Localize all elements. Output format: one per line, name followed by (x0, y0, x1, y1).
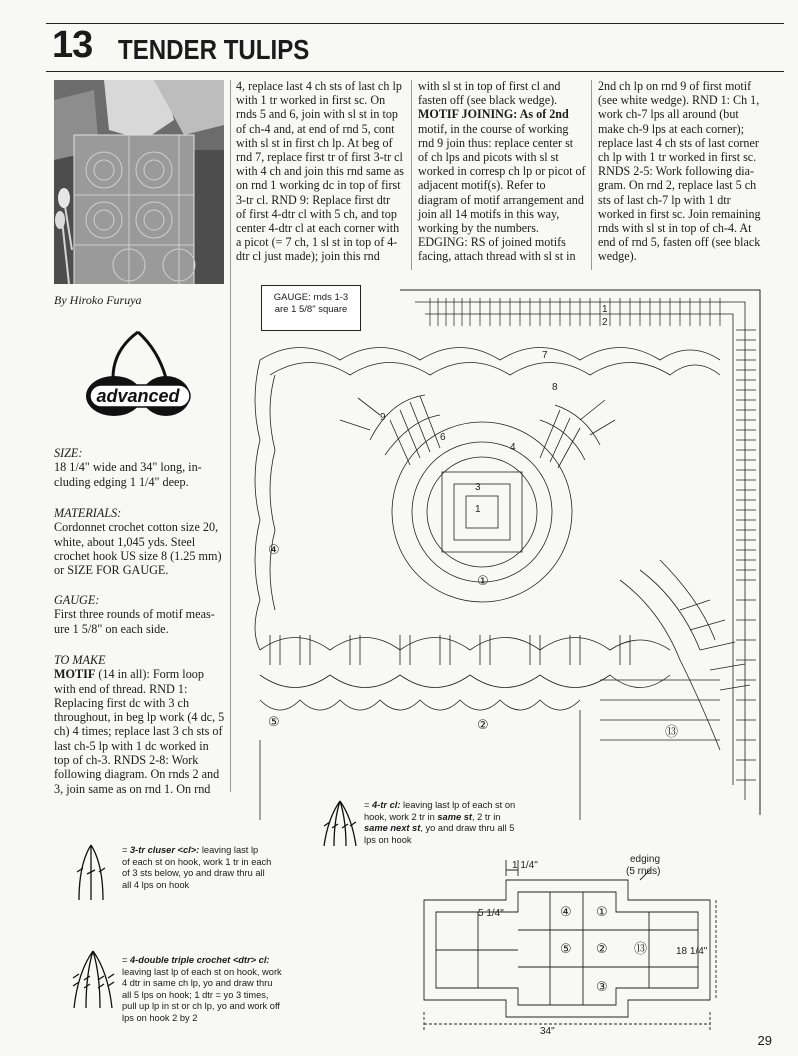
text-line: of first 4-dtr cl with 5 ch, and top (236, 206, 397, 221)
materials-heading: MATERIALS: (54, 506, 122, 520)
legend-text: of each st on hook, work 1 tr in each (122, 856, 272, 867)
round-number: 9 (380, 412, 386, 423)
title-underline (46, 71, 784, 72)
four-tr-cluster-icon (320, 798, 360, 850)
gauge-heading: GAUGE: (54, 593, 100, 607)
motif-joining-heading: MOTIF JOINING: As of 2nd (418, 107, 569, 122)
text-line: of ch lps and picots with sl st (418, 150, 559, 165)
byline: By Hiroko Furuya (54, 293, 142, 307)
legend-symbol-name: 4-tr cl: (372, 800, 401, 810)
edging-heading: EDGING: RS of joined motifs (418, 235, 566, 250)
legend-text: pull up lp in st or ch lp, yo and work off (122, 1001, 280, 1011)
text-line: 4, replace last 4 ch sts of last ch lp (236, 79, 402, 93)
round-number: 7 (542, 350, 548, 361)
materials-section (54, 506, 226, 577)
to-make-line: with end of thread. RND 1: (54, 681, 188, 696)
legend-text: leaving last lp (201, 845, 259, 855)
to-make-line: ch) 4 times; replace last 3 ch sts of (54, 724, 223, 739)
gauge-callout-line: are 1 5/8" square (274, 304, 348, 315)
legend-text: 4 dtr in same ch lp, yo and draw thru (122, 978, 273, 988)
legend-text: all 5 lps on hook; 1 dtr = yo 3 times, (122, 989, 269, 1000)
text-line: of ch-4 and, at end of rnd 5, cont (236, 121, 395, 136)
materials-line: white, about 1,045 yds. Steel (54, 534, 196, 549)
instructions-column-4 (598, 79, 770, 264)
round-number: 4 (510, 442, 516, 453)
round-number: 8 (552, 382, 558, 393)
round-number: 6 (440, 432, 446, 443)
motif-number-13: ⑬ (665, 725, 679, 740)
text-line: 3-tr cl. RND 9: Replace first dtr (236, 192, 391, 207)
to-make-line: Replacing first dc with 3 ch (54, 695, 190, 710)
legend-text: hook, work 2 tr in (364, 811, 438, 822)
gauge-section (54, 593, 226, 636)
legend-text: leaving last lp of each st on hook, work (122, 966, 282, 977)
difficulty-badge (78, 330, 198, 420)
motif-number-1: ① (477, 574, 489, 589)
legend-symbol-name: 3-tr cluser <cl>: (130, 845, 200, 855)
round-number: 2 (602, 317, 608, 328)
text-line: gram. On rnd 2, replace last 5 ch (598, 178, 757, 193)
crochet-motif-diagram (240, 280, 785, 820)
schematic-cell: ⑬ (634, 942, 648, 957)
pattern-title: TENDER TULIPS (118, 34, 310, 65)
text-line: with sl st in first ch lp. At beg of (236, 135, 393, 150)
text-line: dtr cl just made); join this rnd (236, 249, 380, 264)
schematic-cell: ④ (560, 905, 572, 920)
legend-text: lps on hook 2 by 2 (122, 1012, 198, 1023)
gauge-line: ure 1 5/8" on each side. (54, 621, 169, 636)
round-number: 3 (475, 482, 481, 493)
project-photo (54, 80, 224, 284)
to-make-section (54, 653, 226, 796)
size-line: cluding edging 1 1/4" deep. (54, 474, 189, 489)
page-number: 29 (757, 1033, 772, 1048)
badge-label: advanced (96, 386, 180, 406)
text-line: facing, attach thread with sl st in (418, 249, 576, 264)
text-line: RNDS 2-5: Work following dia- (598, 164, 755, 179)
motif-arrangement-schematic (420, 852, 720, 1037)
text-line: (see white wedge). RND 1: Ch 1, (598, 93, 760, 108)
text-line: rnds 5 and 6, join with sl st in top (236, 107, 398, 122)
motif-label: MOTIF (54, 667, 96, 682)
legend-text: all 4 lps on hook (122, 879, 190, 890)
size-heading: SIZE: (54, 446, 83, 460)
to-make-heading: TO MAKE (54, 653, 106, 667)
text-line: join all 14 motifs in this way, (418, 206, 560, 221)
pattern-number: 13 (52, 24, 93, 66)
materials-line: or SIZE FOR GAUGE. (54, 563, 169, 578)
motif-number-5: ⑤ (268, 715, 280, 730)
text-line: end of rnd 5, fasten off (see black (598, 235, 761, 250)
column-divider (230, 80, 231, 792)
gauge-callout-line: GAUGE: rnds 1-3 (273, 292, 349, 303)
text-line: worked in corresp ch lp or picot of (418, 164, 586, 179)
inner-dim: 5 1/4" (478, 908, 504, 919)
to-make-line: throughout, in beg lp work (4 dc, 5 (54, 710, 225, 725)
text-line: ch lp with 1 tr worked in first sc. (598, 150, 757, 165)
text-line: working by the numbers. (418, 221, 539, 236)
text-line: with sl st in top of first cl and (418, 79, 561, 93)
four-dtr-cluster-icon (70, 948, 116, 1012)
to-make-line: last ch-5 lp with 1 dc worked in (54, 738, 209, 753)
gauge-line: First three rounds of motif meas- (54, 607, 215, 622)
text-line: motif, in the course of working (418, 121, 569, 136)
text-line: diagram of motif arrangement and (418, 192, 584, 207)
legend-symbol-name: 4-double triple crochet <dtr> cl: (130, 955, 270, 965)
edging-label: edging (630, 854, 661, 865)
size-section (54, 446, 226, 489)
text-line: a picot (= 7 ch, 1 sl st in top of 4- (236, 235, 398, 250)
text-line: rnd 7, replace first tr of first 3-tr cl (236, 150, 403, 165)
column-divider (591, 80, 592, 270)
schematic-cell: ② (596, 942, 608, 957)
legend-3tr-cl: = 3-tr cluser <cl>: leaving last lp of each st on hook, work 1 tr in each of 3 sts below, yo and draw thru all all 4 lps on hook (122, 845, 322, 891)
text-line: adjacent motif(s). Refer to (418, 178, 546, 193)
instructions-column-2 (236, 79, 408, 264)
text-line: sts of last ch-7 lp with 1 dtr (598, 192, 731, 207)
edging-rounds-label: (5 rnds) (626, 866, 661, 877)
schematic-cell: ③ (596, 980, 608, 995)
text-line: wedge). (598, 249, 637, 264)
round-number: 1 (475, 504, 481, 515)
text-line: rnds with sl st in top of ch-4. At (598, 221, 752, 236)
three-tr-cluster-icon (73, 842, 109, 904)
schematic-cell: ① (596, 905, 608, 920)
text-line: make ch-9 lps at each corner); (598, 121, 745, 136)
height-dim: 18 1/4" (676, 946, 708, 957)
to-make-line: (14 in all): Form loop (95, 667, 204, 682)
materials-line: Cordonnet crochet cotton size 20, (54, 520, 219, 535)
to-make-line: 3, join same as on rnd 1. On rnd (54, 781, 211, 796)
legend-4dtr-cl: = 4-double triple crochet <dtr> cl: leaving last lp of each st on hook, work 4 dtr in same ch lp, yo and draw thru all 5 lps on hook; 1 dtr = yo 3 times, pull up lp in st or ch lp, yo and work off lps on hook 2 by 2 (122, 955, 322, 1024)
instructions-column-3 (418, 79, 590, 264)
motif-number-2: ② (477, 718, 489, 733)
text-line: work ch-7 lps all around (but (598, 107, 739, 122)
text-line: replace last 4 ch sts of last corner (598, 135, 759, 150)
legend-emphasis: same st (437, 811, 473, 822)
legend-text: , 2 tr in (472, 811, 501, 822)
text-line: rnd 9 join thus: replace center st (418, 135, 574, 150)
schematic-cell: ⑤ (560, 942, 572, 957)
header-top-rule (46, 23, 784, 24)
to-make-line: top of ch-3. RNDS 2-8: Work (54, 753, 199, 768)
legend-text: leaving last lp of each st on (400, 800, 516, 810)
text-line: 2nd ch lp on rnd 9 of first motif (598, 79, 752, 93)
size-line: 18 1/4" wide and 34" long, in- (54, 460, 202, 475)
motif-number-4: ④ (268, 543, 280, 558)
text-line: with 1 tr worked in first sc. On (236, 93, 386, 108)
legend-emphasis: same next st (364, 823, 421, 833)
edging-width-dim: 1 1/4" (512, 860, 538, 871)
text-line: worked in first sc. Join remaining (598, 206, 761, 221)
photo-illustration (54, 80, 224, 284)
text-line: with 4 ch and join this rnd same as (236, 164, 404, 179)
legend-text: , yo and draw thru all 5 (420, 823, 515, 833)
text-line: on rnd 1 working dc in top of first (236, 178, 401, 193)
legend-text: of 3 sts below, yo and draw thru all (122, 868, 265, 878)
cherry-badge-icon (78, 330, 198, 420)
materials-line: crochet hook US size 8 (1.25 mm) (54, 548, 222, 563)
legend-4tr-cl: = 4-tr cl: leaving last lp of each st on hook, work 2 tr in same st, 2 tr in same next st, yo and draw thru all 5 lps on hook (364, 800, 554, 846)
round-number: 1 (602, 304, 608, 315)
to-make-line: following diagram. On rnds 2 and (54, 767, 220, 782)
legend-text: lps on hook (364, 834, 412, 845)
text-line: center 4-dtr cl at each corner with (236, 221, 400, 236)
width-dim: 34" (540, 1026, 555, 1037)
text-line: fasten off (see black wedge). (418, 93, 558, 108)
column-divider (411, 80, 412, 270)
